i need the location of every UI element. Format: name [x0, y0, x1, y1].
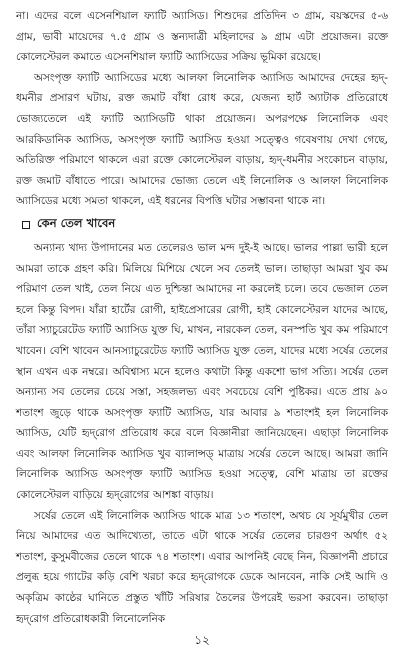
section-heading-text: কেন তেল খাবেন	[37, 216, 116, 231]
paragraph-essential-fatty-acids: না। এদের বলে এসেনশিয়াল ফ্যাটি অ্যাসিড। শিশুদের প্রতিদিন ৩ গ্রাম, বয়স্কদের ৫-৬ গ্রাম, ভাবী মায়েদের ৭.৫ গ্রাম ও স্তন্যদাত্রী মহিলাদের ৯ গ্রাম এটা প্রয়োজন। রক্তে কোলেস্টেরল কমাতে এসেনশিয়াল ফ্যাটি অ্যাসিডের সক্রিয় ভূমিকা রয়েছে।	[16, 10, 388, 64]
paragraph-why-eat-oil: অন্যান্য খাদ্য উপাদানের মত তেলেরও ভাল মন্দ দুই-ই আছে। ভালর পাল্লা ভারী হলে আমরা তাকে গ্রহণ করি। মিলিয়ে মিশিয়ে খেলে সব তেলই ভাল। তাছাড়া আমরা খুব কম পরিমাণ তেল খাই, তেল নিয়ে এত দুশ্চিন্তা আমাদের না করলেই চলে। তবে ভেজাল তেল হলে কিন্তু বিপদ। যাঁরা হার্টের রোগী, হাইপ্রেসারের রোগী, হাই কোলেস্টেরল যাদের আছে, তাঁরা স্যাচুরেটেড ফ্যাটি অ্যাসিড যুক্ত ঘি, মাখন, নারকেল তেল, বনস্পতি খুব কম পরিমাণে খাবেন। বেশি খাবেন আনস্যাচুরেটেড ফ্যাটি অ্যাসিড যুক্ত তেল, যাদের মধ্যে সর্ষের তেলের স্থান এখন এক নম্বরে। অবিশ্বাস্য মনে হলেও কথাটা কিন্তু একশো ভাগ সত্যি। সর্ষের তেল অন্যান্য সব তেলের চেয়ে সস্তা, সহজলভ্য এবং সবচেয়ে বেশি পুষ্টিকর। এতে প্রায় ৯০ শতাংশ জুড়ে থাকে অসংপৃক্ত ফ্যাটি অ্যাসিড, যার আবার ৯ শতাংশই হল লিনোলিক অ্যাসিড, যেটি হৃদ্‌রোগ প্রতিরোধ করে বলে বিজ্ঞানীরা জানিয়েছেন। এছাড়া লিনোলিক এবং আলফা লিনোলিক অ্যাসিড খুব ব্যালান্সড্‌ মাত্রায় সর্ষের তেলে আছে। আমরা জানি লিনোলিক অ্যাসিড অসংপৃক্ত ফ্যাটি অ্যাসিড হওয়া সত্ত্বে, বেশি মাত্রায় তা রক্তের কোলেস্টেরল বাড়িয়ে হৃদ্‌রোগের আশঙ্কা বাড়ায়।	[16, 241, 388, 502]
page-number: ১২	[194, 633, 210, 647]
paragraph-mustard-oil: সর্ষের তেলে এই লিনোলিক অ্যাসিড থাকে মাত্র ১৩ শতাংশ, অথচ যে সূর্যমুখীর তেল নিয়ে আমাদের এত আদিখ্যেতা, তাতে এটা থাকে সর্ষের তেলের চারগুণ অর্থাৎ ৫২ শতাংশ, কুসুমবীজের তেলে থাকে ৭৪ শতাংশ। এবার আপনিই বেছে নিন, বিজ্ঞাপনী প্রচারে প্রলুব্ধ হয়ে গ্যাটের কড়ি বেশি খরচা করে হৃদ্‌রোগকে ডেকে আনবেন, নাকি সেই আদি ও অকৃত্রিম কাষ্ঠের ঘানিতে প্রস্তুত খাঁটি সরিষার তৈলের উপরেই ভরসা করবেন। তাছাড়া হৃদ্‌রোগ প্রতিরোধকারী লিনোলেনিক	[16, 509, 388, 625]
paragraph-linolenic-acid: অসংপৃক্ত ফ্যাটি অ্যাসিডের মধ্যে আলফা লিনোলিক অ্যাসিড আমাদের দেহের হৃদ্‌-ধমনীর প্রসারণ ঘটায়, রক্ত জমাট বাঁধা রোধ করে, যেজন্য হার্ট অ্যাটাক প্রতিরোধে ভোজ্যতেলে এই ফ্যাটি অ্যাসিডটি থাকা প্রয়োজন। অপরপক্ষে লিনোলিক এবং আরকিডানিক অ্যাসিড, অসংপৃক্ত ফ্যাটি অ্যাসিড হওয়া সত্ত্বেও গবেষণায় দেখা গেছে, অতিরিক্ত পরিমাণে থাকলে এরা রক্তে কোলেস্টেরল বাড়ায়, হৃদ্‌-ধমনীর সংকোচন বাড়ায়, রক্ত জমাট বাঁধাতে পারে। আমাদের ভোজ্য তেলে এই লিনোলিক ও আলফা লিনোলিক অ্যাসিডের মধ্যে সমতা থাকলে, এই ধরনের বিপত্তি ঘটার সম্ভাবনা থাকে না।	[16, 71, 388, 208]
book-page	[16, 6, 388, 656]
section-heading	[22, 214, 388, 236]
checkbox-square-icon	[22, 221, 30, 229]
